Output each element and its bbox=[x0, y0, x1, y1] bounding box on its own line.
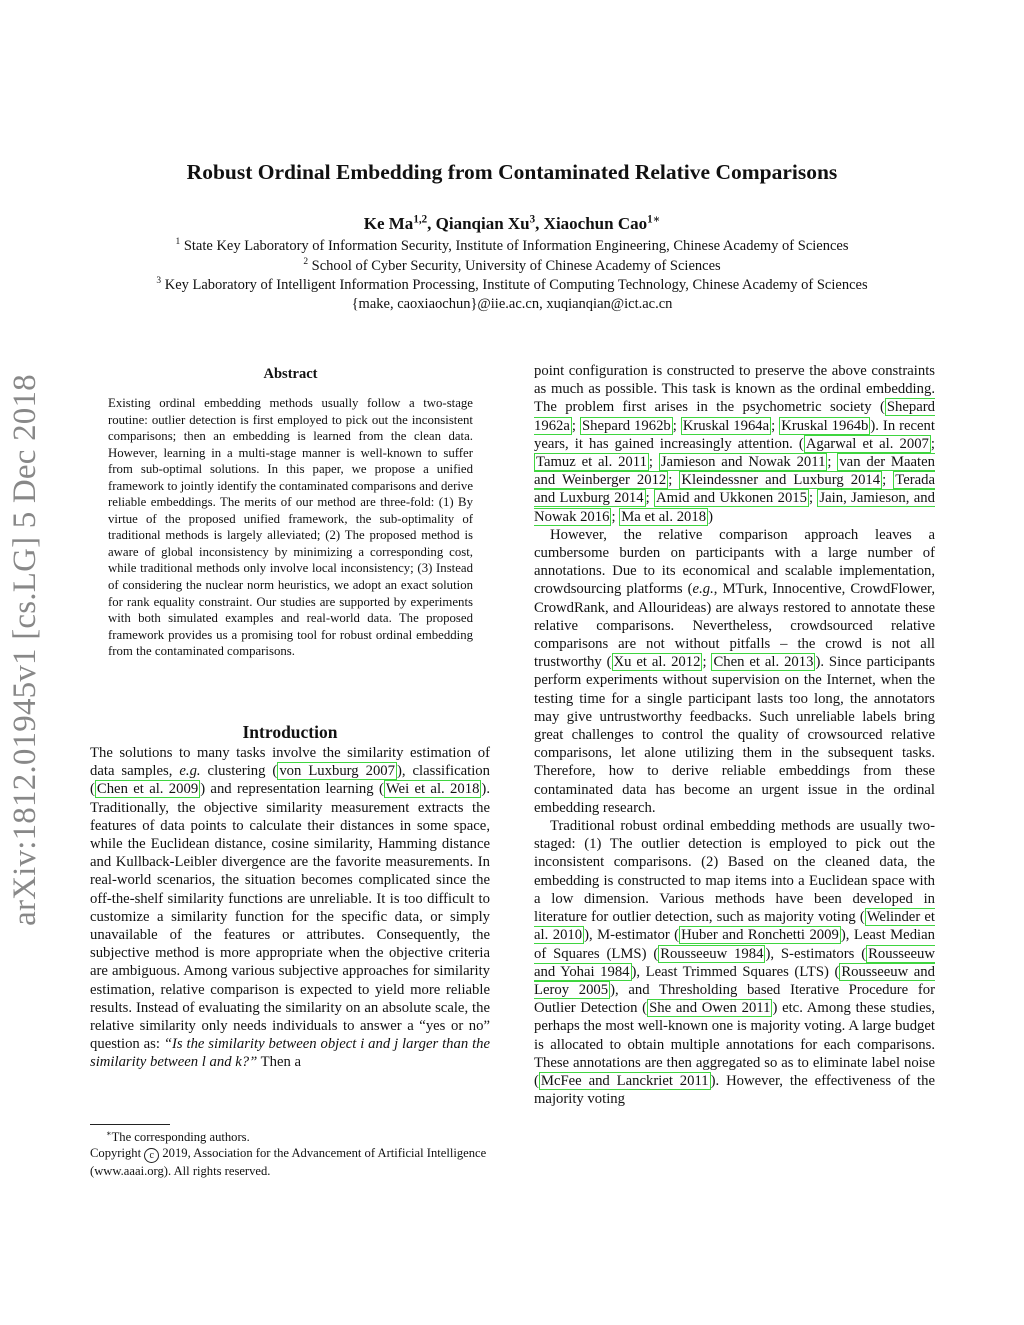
citation-link[interactable]: Shepard 1962a bbox=[534, 399, 935, 434]
separator: ; bbox=[571, 417, 580, 434]
text: ). However, the effectiveness of the majority voting bbox=[534, 1072, 935, 1108]
citation-link[interactable]: Rousseeuw 1984 bbox=[660, 945, 764, 962]
citation-link[interactable]: van der Maaten and Weinberger 2012 bbox=[534, 454, 935, 489]
intro-paragraph bbox=[90, 744, 490, 1072]
copyright-text: 2019, Association for the Advancement of Artificial Intelligence (www.aaai.org). All rights reserved. bbox=[90, 1146, 487, 1179]
paper-title: Robust Ordinal Embedding from Contaminated Relative Comparisons bbox=[186, 160, 838, 184]
abstract-heading: Abstract bbox=[263, 366, 318, 382]
affiliation-3 bbox=[60, 277, 964, 294]
citation-link[interactable]: Chen et al. 2009 bbox=[96, 781, 199, 798]
affil-text: Key Laboratory of Intelligent Information Processing, Institute of Computing Technology, Chinese Academy of Sciences bbox=[164, 277, 868, 293]
separator: ; bbox=[827, 454, 838, 471]
citation-link[interactable]: von Luxburg 2007 bbox=[279, 763, 395, 780]
footnote bbox=[90, 1129, 490, 1179]
affiliation-2 bbox=[60, 258, 964, 275]
text: Then a bbox=[257, 1054, 302, 1071]
text: ). In recent years, it has gained increasingly attention. ( bbox=[534, 417, 935, 452]
citation-link[interactable]: Jain, Jamieson, and Nowak 2016 bbox=[534, 490, 935, 525]
citation-link[interactable]: Tamuz et al. 2011 bbox=[536, 454, 647, 471]
affiliation-1 bbox=[60, 238, 964, 255]
affil-text: State Key Laboratory of Information Security, Institute of Information Engineering, Chinese Academy of Sciences bbox=[183, 238, 849, 254]
citation-link[interactable]: Xu et al. 2012 bbox=[613, 654, 701, 671]
text: ), Least Median of Squares (LMS) ( bbox=[534, 927, 935, 962]
text-italic: e.g. bbox=[179, 763, 201, 780]
citation-link[interactable]: Terada and Luxburg 2014 bbox=[534, 472, 935, 507]
citation-link[interactable]: Kruskal 1964a bbox=[682, 417, 770, 434]
text: ), S-estimators ( bbox=[765, 945, 867, 962]
citation-link[interactable]: Chen et al. 2013 bbox=[713, 654, 814, 671]
citation-link[interactable]: Jamieson and Nowak 2011 bbox=[660, 454, 826, 471]
author-name: Xiaochun Cao bbox=[543, 214, 648, 233]
separator: ; bbox=[668, 472, 680, 489]
body-paragraph bbox=[534, 817, 935, 1108]
separator: ; bbox=[702, 654, 712, 671]
citation-link[interactable]: Rousseeuw and Leroy 2005 bbox=[534, 963, 935, 998]
citation-link[interactable]: Shepard 1962b bbox=[581, 417, 671, 434]
author-name: Qianqian Xu bbox=[435, 214, 530, 233]
text: ), Least Trimmed Squares (LTS) ( bbox=[631, 963, 840, 980]
copyright-text: Copyright bbox=[90, 1146, 145, 1161]
text: ), classification ( bbox=[90, 763, 490, 798]
text: ). Traditionally, the objective similarity measurement extracts the features of data points to calculate their distances in some space, while the Euclidean distance, cosine similarity, Hamming distance and Kullback-Leibler divergence are the favorite measurements. In real-world scenarios, the situation becomes complicated since the off-the-shelf similarity functions are unreliable. It is too difficult to customize a similarity function for the specific data, or simply unavailable of the features or attributes. Consequently, the subjective method is more appropriate when the objective criteria are ambiguous. Among various subjective approaches for similarity estimation, relative comparison is expected to yield more reliable results. Instead of evaluating the similarity on an absolute scale, the relative similarity only needs individuals to answer a “yes or no” question as: bbox=[90, 781, 490, 1053]
citation-link[interactable]: Huber and Ronchetti 2009 bbox=[681, 927, 839, 944]
author-line: Ke Ma$^{1,2}$, Qianqian Xu$^3$, Xiaochun Cao$^{1∗}$ bbox=[363, 213, 661, 233]
citation-link[interactable]: Rousseeuw and Yohai 1984 bbox=[534, 945, 935, 980]
citation-link[interactable]: Wei et al. 2018 bbox=[385, 781, 480, 798]
text: ). Since participants perform experiments without supervision on the Internet, when the testing time for a single participant lasts too long, the annotators may give untrustworthy feedbacks. Such unreliable labels bring great challenges to control the quality of crowsourced relative comparisons, let alone utilizing them in the subsequent tasks. Therefore, how to derive reliable embeddings from these contaminated data has become an urgent issue in the ordinal embedding research. bbox=[534, 654, 935, 816]
right-column bbox=[534, 362, 935, 1108]
separator: ; bbox=[611, 508, 620, 525]
text: Traditional robust ordinal embedding methods are usually two-staged: (1) The outlier detection is employed to pick out the inconsistent comparisons. (2) Based on the cleaned data, the embedding is constructed to map items into a Euclidean space with a low dimension. Various methods have been developed in literature for outlier detection, such as majority voting ( bbox=[534, 818, 935, 926]
citation-link[interactable]: Kleindessner and Luxburg 2014 bbox=[681, 472, 881, 489]
introduction-heading: Introduction bbox=[242, 722, 338, 742]
text: ), and Thresholding based Iterative Procedure for Outlier Detection ( bbox=[534, 981, 935, 1017]
author-sup: 1∗ bbox=[647, 213, 661, 226]
citation-link[interactable]: Ma et al. 2018 bbox=[621, 508, 707, 525]
text: ) etc. Among these studies, perhaps the most well-known one is majority voting. A large budget is allocated to obtain multiple annotations for each comparisons. These annotations are then aggregated so as to eliminate label noise ( bbox=[534, 1000, 935, 1089]
text: clustering ( bbox=[200, 763, 278, 780]
body-paragraph bbox=[534, 362, 935, 526]
separator: ; bbox=[882, 472, 894, 489]
text: ), M-estimator ( bbox=[584, 927, 680, 944]
abstract-text: Existing ordinal embedding methods usually follow a two-stage routine: outlier detection is first employed to pick out the inconsistent comparisons; then an embedding is learned from the clean data. However, learning in a multi-stage manner is well-known to suffer from sub-optimal solutions. In this paper, we propose a unified framework to jointly identify the contaminated comparisons and derive reliable embeddings. The merits of our method are three-fold: (1) By virtue of the proposed unified framework, the sub-optimality of traditional methods is largely alleviated; (2) The proposed method is aware of global inconsistency by minimizing a corresponding cost, while traditional methods only involve local inconsistency; (3) Instead of considering the nuclear norm heuristics, we adopt an exact solution for rank equality constraint. Our studies are supported by experiments with both simulated examples and real-world data. The proposed framework provides us a promising tool for robust ordinal embedding from the contaminated comparisons. bbox=[108, 396, 473, 659]
copyright-icon: c bbox=[144, 1148, 159, 1163]
footnote-rule bbox=[90, 1124, 170, 1125]
affil-sup: 1 bbox=[175, 237, 181, 248]
affil-sup: 3 bbox=[156, 276, 162, 287]
text: However, the relative comparison approach leaves a cumbersome burden on participants with a large number of annotations. Due to its economical and scalable implementation, crowdsourcing platforms ( bbox=[534, 526, 935, 598]
text: ) and representation learning ( bbox=[200, 781, 384, 798]
text: point configuration is constructed to preserve the above constraints as much as possible. This task is known as the ordinal embedding. The problem first arises in the psychometric society ( bbox=[534, 363, 935, 416]
affil-text: School of Cyber Security, University of Chinese Academy of Sciences bbox=[311, 258, 721, 274]
author-emails: {make, caoxiaochun}@iie.ac.cn, xuqianqian@ict.ac.cn bbox=[351, 296, 673, 312]
left-column bbox=[90, 744, 490, 1072]
separator: ; bbox=[771, 417, 780, 434]
text-italic: e.g. bbox=[692, 581, 714, 598]
research-question: “Is the similarity between object i and j larger than the similarity between l and k?” bbox=[90, 1036, 491, 1071]
separator: ; bbox=[648, 454, 659, 471]
separator: ; bbox=[672, 417, 681, 434]
author-name: Ke Ma bbox=[363, 214, 414, 233]
citation-link[interactable]: McFee and Lanckriet 2011 bbox=[540, 1072, 709, 1089]
separator: ; bbox=[808, 490, 818, 507]
text: The solutions to many tasks involve the similarity estimation of data samples, bbox=[90, 745, 490, 780]
author-sup: 1,2 bbox=[413, 213, 428, 226]
affil-sup: 2 bbox=[303, 257, 309, 268]
separator: ; bbox=[645, 490, 655, 507]
text: ) bbox=[708, 508, 713, 525]
footnote-text: The corresponding authors. bbox=[111, 1130, 250, 1144]
citation-link[interactable]: Kruskal 1964b bbox=[781, 417, 869, 434]
arxiv-stamp: arXiv:1812.01945v1 [cs.LG] 5 Dec 2018 bbox=[7, 374, 43, 926]
footnote-mark: ∗ bbox=[106, 1128, 112, 1138]
author-sup: 3 bbox=[529, 213, 536, 226]
citation-link[interactable]: Welinder et al. 2010 bbox=[534, 909, 935, 944]
citation-link[interactable]: Agarwal et al. 2007 bbox=[805, 435, 929, 452]
body-paragraph bbox=[534, 526, 935, 817]
citation-link[interactable]: Amid and Ukkonen 2015 bbox=[656, 490, 807, 507]
citation-link[interactable]: She and Owen 2011 bbox=[649, 1000, 771, 1017]
separator: ; bbox=[930, 435, 935, 452]
text: , MTurk, Innocentive, CrowdFlower, CrowdRank, and Allourideas) are always restored to annotate these relative comparisons. Nevertheless, crowdsourced relative comparisons are not without pitfalls – the crowd is not all trustworthy ( bbox=[534, 581, 935, 671]
